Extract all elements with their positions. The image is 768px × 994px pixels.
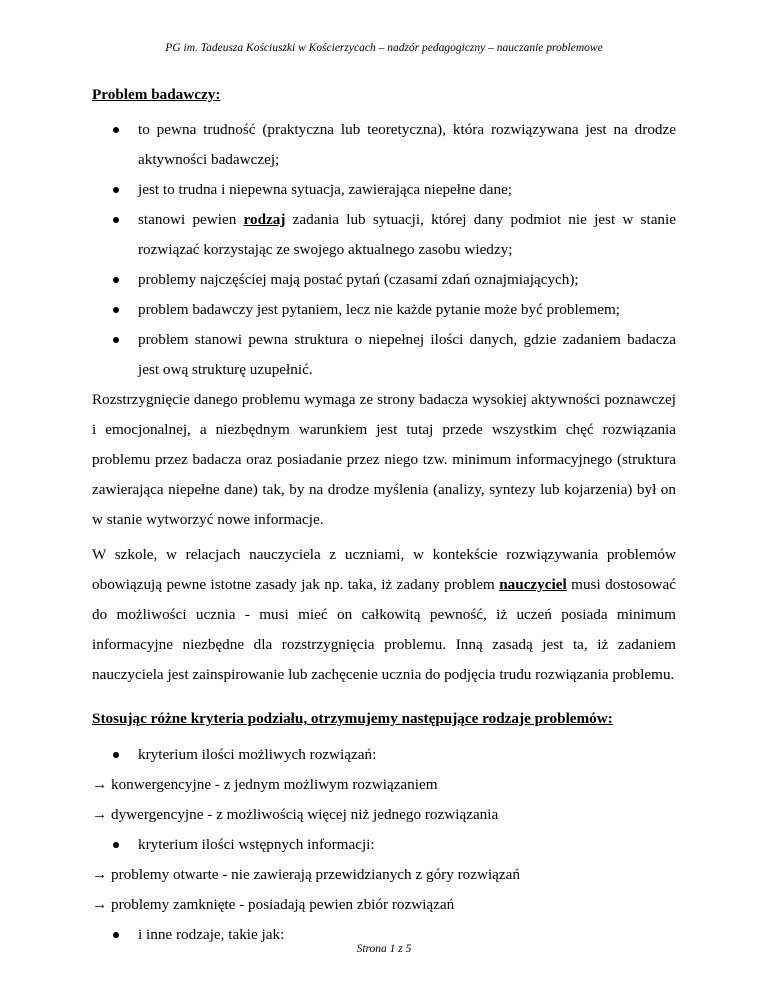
- section-heading-problem: Problem badawczy:: [92, 86, 221, 103]
- list-item-text: problem stanowi pewna struktura o niepełnej ilości danych, gdzie zadaniem badacza jest ową strukturę uzupełnić.: [138, 331, 676, 378]
- bullet-icon: [113, 307, 119, 313]
- paragraph-school-rules: [92, 540, 676, 690]
- paragraph-text-after: musi dostosować do możliwości ucznia - musi mieć on całkowitą pewność, iż uczeń posiada minimum informacyjne niezbędne dla rozstrzygnięcia problemu. Inną zasadą jest ta, iż zadaniem nauczyciela jest zainspirowanie lub zachęcenie ucznia do podjęcia trudu rozwiązania problemu.: [92, 576, 676, 683]
- type-line: → problemy otwarte - nie zawierają przewidzianych z góry rozwiązań: [92, 866, 521, 883]
- paragraph-resolution: Rozstrzygnięcie danego problemu wymaga ze strony badacza wysokiej aktywności poznawczej i emocjonalnej, a niezbędnym warunkiem jest tutaj przede wszystkim chęć rozwiązania problemu przez badacza oraz posiadanie przez niego tzw. minimum informacyjnego (struktura zawierająca niepełne dane) tak, by na drodze myślenia (analizy, syntezy lub kojarzenia) był on w stanie wytworzyć nowe informacje.: [92, 391, 676, 528]
- list-item-text: kryterium ilości możliwych rozwiązań:: [138, 746, 377, 763]
- bullet-icon: [113, 752, 119, 758]
- type-line: → dywergencyjne - z możliwością więcej niż jednego rozwiązania: [92, 806, 499, 823]
- list-item-text-after: zadania lub sytuacji, której dany podmiot nie jest w stanie rozwiązać korzystając ze swojego aktualnego zasobu wiedzy;: [138, 211, 676, 258]
- list-item: [92, 115, 676, 175]
- list-item-text: kryterium ilości wstępnych informacji:: [138, 836, 375, 853]
- bullet-icon: [113, 337, 119, 343]
- section-heading-types: Stosując różne kryteria podziału, otrzymujemy następujące rodzaje problemów:: [92, 710, 613, 727]
- list-item: [92, 265, 676, 295]
- list-item: [92, 325, 676, 385]
- list-item-text: to pewna trudność (praktyczna lub teoretyczna), która rozwiązywana jest na drodze aktywności badawczej;: [138, 121, 676, 168]
- list-item-text: problemy najczęściej mają postać pytań (czasami zdań oznajmiających);: [138, 271, 579, 288]
- bullet-icon: [113, 277, 119, 283]
- criterion-list-2: [92, 830, 676, 860]
- list-item-text: i inne rodzaje, takie jak:: [138, 926, 285, 943]
- list-item-text-before: stanowi pewien: [138, 211, 244, 228]
- list-item: [92, 205, 676, 265]
- list-item: [92, 175, 676, 205]
- running-header: PG im. Tadeusza Kościuszki w Kościerzycach – nadzór pedagogiczny – nauczanie problemowe: [165, 42, 603, 54]
- page-number-footer: Strona 1 z 5: [356, 943, 412, 955]
- document-body: [92, 80, 676, 950]
- type-line: → problemy zamknięte - posiadają pewien zbiór rozwiązań: [92, 896, 455, 913]
- problem-definition-list: [92, 115, 676, 385]
- type-line: → konwergencyjne - z jednym możliwym rozwiązaniem: [92, 776, 438, 793]
- criterion-list-1: [92, 740, 676, 770]
- bullet-icon: [113, 187, 119, 193]
- bullet-icon: [113, 127, 119, 133]
- paragraph-text-before: W szkole, w relacjach nauczyciela z uczniami, w kontekście rozwiązywania problemów obowiązują pewne istotne zasady jak np. taka, iż zadany problem: [92, 546, 676, 593]
- list-item-text: problem badawczy jest pytaniem, lecz nie każde pytanie może być problemem;: [138, 301, 621, 318]
- emphasis-rodzaj: rodzaj: [243, 211, 286, 228]
- list-item-text: jest to trudna i niepewna sytuacja, zawierająca niepełne dane;: [138, 181, 513, 198]
- list-item: [92, 740, 676, 770]
- bullet-icon: [113, 842, 119, 848]
- bullet-icon: [113, 217, 119, 223]
- list-item: [92, 830, 676, 860]
- list-item: [92, 295, 676, 325]
- emphasis-nauczyciel: nauczyciel: [499, 576, 567, 593]
- bullet-icon: [113, 932, 119, 938]
